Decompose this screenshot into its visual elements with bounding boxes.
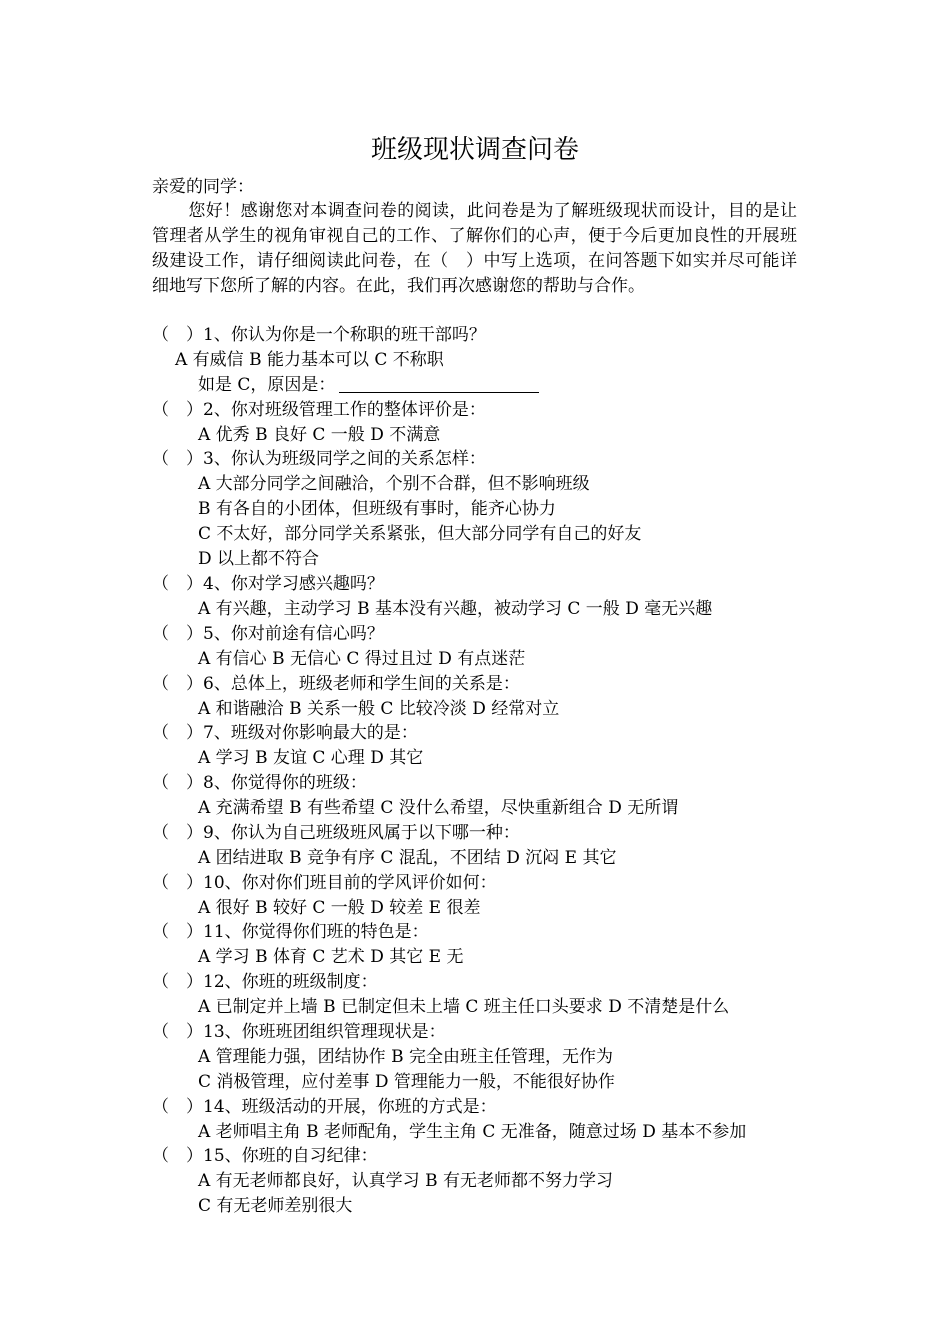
question-5: （ ）5、你对前途有信心吗？ <box>152 624 384 644</box>
greeting: 亲爱的同学： <box>152 177 254 197</box>
intro-text: 您好！感谢您对本调查问卷的阅读，此问卷是为了解班级现状而设计，目的是让管理者从学生的视角审视自己的工作、了解你们的心声，便于今后更加良性的开展班级建设工作，请仔细阅读此问卷，在（ ）中写上选项，在问答题下如实并尽可能详细地写下您所了解的内容。在此，我们再次感谢您的帮助与合作。 <box>152 201 797 296</box>
question-14: （ ）14、班级活动的开展，你班的方式是： <box>152 1097 497 1117</box>
question-3-option-a: A 大部分同学之间融洽，个别不合群，但不影响班级 <box>198 474 590 494</box>
question-11: （ ）11、你觉得你们班的特色是： <box>152 922 429 942</box>
question-13: （ ）13、你班班团组织管理现状是： <box>152 1022 446 1042</box>
question-2: （ ）2、你对班级管理工作的整体评价是： <box>152 400 486 420</box>
question-3-option-d: D 以上都不符合 <box>198 549 320 569</box>
question-6-options: A 和谐融洽 B 关系一般 C 比较冷淡 D 经常对立 <box>198 699 560 719</box>
question-1-followup <box>198 373 539 397</box>
question-8-options: A 充满希望 B 有些希望 C 没什么希望，尽快重新组合 D 无所谓 <box>198 798 679 818</box>
question-12-options: A 已制定并上墙 B 已制定但未上墙 C 班主任口头要求 D 不清楚是什么 <box>198 997 730 1017</box>
question-1-options: A 有威信 B 能力基本可以 C 不称职 <box>175 350 444 370</box>
question-8: （ ）8、你觉得你的班级： <box>152 773 367 793</box>
question-6: （ ）6、总体上，班级老师和学生间的关系是： <box>152 674 520 694</box>
question-15-options-1: A 有无老师都良好，认真学习 B 有无老师都不努力学习 <box>198 1171 613 1191</box>
intro-paragraph <box>152 199 797 299</box>
question-10: （ ）10、你对你们班目前的学风评价如何： <box>152 873 497 893</box>
document-title: 班级现状调查问卷 <box>370 135 579 165</box>
question-4: （ ）4、你对学习感兴趣吗？ <box>152 574 384 594</box>
question-4-options: A 有兴趣，主动学习 B 基本没有兴趣，被动学习 C 一般 D 毫无兴趣 <box>198 599 713 619</box>
question-9-options: A 团结进取 B 竞争有序 C 混乱，不团结 D 沉闷 E 其它 <box>198 848 617 868</box>
question-11-options: A 学习 B 体育 C 艺术 D 其它 E 无 <box>198 947 464 967</box>
question-1: （ ）1、你认为你是一个称职的班干部吗？ <box>152 325 486 345</box>
followup-label: 如是 C，原因是： <box>198 375 336 395</box>
question-3-option-c: C 不太好，部分同学关系紧张，但大部分同学有自己的好友 <box>198 524 642 544</box>
question-13-options-1: A 管理能力强，团结协作 B 完全由班主任管理，无作为 <box>198 1047 613 1067</box>
question-12: （ ）12、你班的班级制度： <box>152 972 378 992</box>
question-13-options-2: C 消极管理，应付差事 D 管理能力一般，不能很好协作 <box>198 1072 615 1092</box>
question-9: （ ）9、你认为自己班级班风属于以下哪一种： <box>152 823 520 843</box>
question-3: （ ）3、你认为班级同学之间的关系怎样： <box>152 449 486 469</box>
question-5-options: A 有信心 B 无信心 C 得过且过 D 有点迷茫 <box>198 649 526 669</box>
question-2-options: A 优秀 B 良好 C 一般 D 不满意 <box>198 425 441 445</box>
question-7: （ ）7、班级对你影响最大的是： <box>152 723 418 743</box>
question-7-options: A 学习 B 友谊 C 心理 D 其它 <box>198 748 424 768</box>
answer-blank[interactable] <box>339 374 539 393</box>
question-3-option-b: B 有各自的小团体，但班级有事时，能齐心协力 <box>198 499 556 519</box>
question-15: （ ）15、你班的自习纪律： <box>152 1146 378 1166</box>
question-15-options-2: C 有无老师差别很大 <box>198 1196 353 1216</box>
question-14-options: A 老师唱主角 B 老师配角，学生主角 C 无准备，随意过场 D 基本不参加 <box>198 1122 747 1142</box>
question-10-options: A 很好 B 较好 C 一般 D 较差 E 很差 <box>198 898 481 918</box>
